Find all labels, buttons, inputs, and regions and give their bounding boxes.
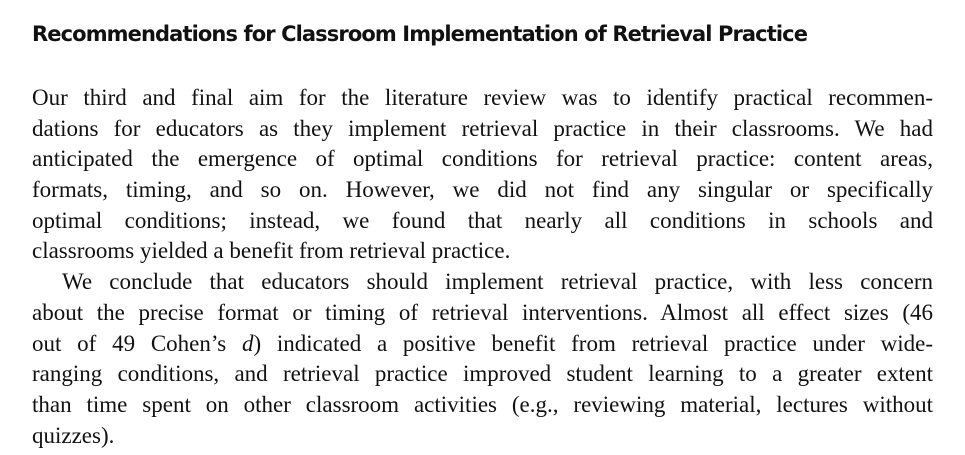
text-line: ranging conditions, and retrieval practice improved student learning to a greater extent [32,361,933,387]
text-line: Our third and final aim for the literature review was to identify practical recommen- [32,85,933,110]
text-line: We conclude that educators should implement retrieval practice, with less concern [62,269,933,295]
text-line: optimal conditions; instead, we found that nearly all conditions in schools and [32,207,933,233]
text-line: anticipated the emergence of optimal conditions for retrieval practice: content areas, [32,146,933,172]
text-line: out of 49 Cohen’s d) indicated a positive benefit from retrieval practice under wide- [32,330,933,356]
article-page [32,0,933,455]
body-text [32,83,933,451]
paragraph-1 [32,83,933,267]
text-line: about the precise format or timing of retrieval interventions. Almost all effect sizes (46 [32,299,933,325]
text-line: quizzes). [32,422,115,448]
text-line: formats, timing, and so on. However, we did not find any singular or specifically [32,177,933,203]
text-line: than time spent on other classroom activities (e.g., reviewing material, lectures without [32,391,933,417]
section-heading: Recommendations for Classroom Implementation of Retrieval Practice [32,22,808,46]
text-line: dations for educators as they implement retrieval practice in their classrooms. We had [32,115,933,141]
paragraph-2 [32,267,933,451]
text-line: classrooms yielded a benefit from retrieval practice. [32,238,511,264]
